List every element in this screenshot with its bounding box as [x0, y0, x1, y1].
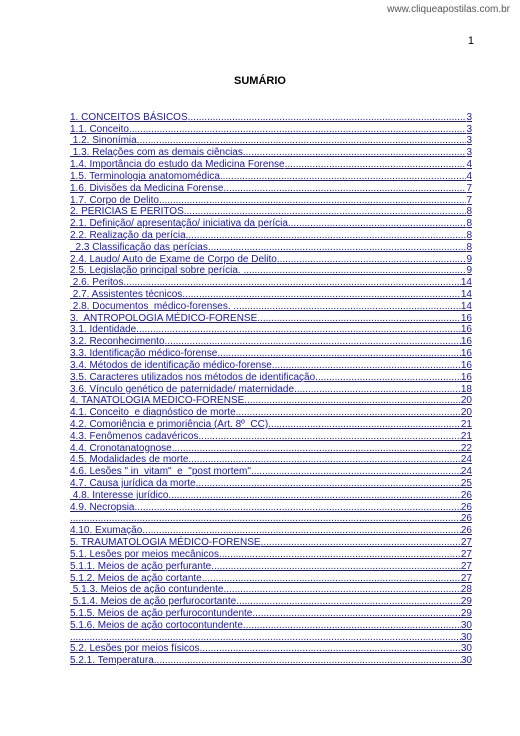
toc-entry-label: 3.6. Vínculo genético de paternidade/ maternidade — [70, 383, 295, 395]
toc-entry-page: 26 — [460, 489, 472, 501]
toc-entry-label: 5.1.4. Meios de ação perfurocortante — [70, 596, 237, 608]
toc-entry-page: 3 — [466, 123, 472, 135]
toc-entry-page: 16 — [460, 359, 472, 371]
toc-entry[interactable] — [70, 477, 472, 489]
toc-dot-leader — [186, 230, 467, 241]
toc-dot-leader — [137, 135, 467, 146]
toc-entry[interactable] — [70, 595, 472, 607]
toc-entry[interactable] — [70, 548, 472, 560]
toc-entry[interactable] — [70, 619, 472, 631]
toc-entry-label: 4.1. Conceito e diagnóstico de morte — [70, 407, 236, 419]
toc-entry-page: 25 — [460, 478, 472, 489]
toc-entry-label: 2.1. Definição/ apresentação/ iniciativa da perícia — [70, 218, 288, 230]
toc-dot-leader — [233, 301, 460, 312]
toc-entry[interactable] — [70, 194, 472, 206]
toc-entry[interactable] — [70, 607, 472, 619]
toc-dot-leader — [136, 324, 461, 335]
toc-entry[interactable] — [70, 572, 472, 584]
toc-entry-label: 4.5. Modalidades de morte — [70, 454, 189, 466]
toc-entry[interactable] — [70, 265, 472, 277]
toc-dot-leader — [268, 419, 461, 430]
toc-entry-label: 5.2. Lesões por meios físicos — [70, 643, 200, 655]
toc-dot-leader — [211, 561, 461, 572]
toc-entry[interactable] — [70, 560, 472, 572]
toc-entry[interactable] — [70, 501, 472, 513]
toc-dot-leader — [217, 348, 461, 359]
page-number: 1 — [467, 35, 474, 47]
toc-entry-label: 4.4. Cronotanatognose — [70, 442, 172, 454]
toc-entry-page: 3 — [466, 135, 472, 147]
toc-dot-leader — [188, 112, 467, 123]
toc-dot-leader — [236, 407, 461, 418]
toc-entry-page: 16 — [460, 371, 472, 383]
toc-entry-page: 18 — [460, 383, 472, 395]
toc-entry-label: 1.5. Terminologia anatomomédica — [70, 170, 220, 182]
toc-dot-leader — [243, 147, 467, 158]
toc-entry-label: 2.3 Classificação das perícias — [70, 241, 208, 253]
toc-entry-page: 28 — [460, 584, 472, 596]
toc-entry-label: 5.1.2. Meios de ação cortante — [70, 572, 202, 584]
toc-dot-leader — [243, 265, 466, 276]
toc-entry-label: 3. ANTROPOLOGIA MÉDICO-FORENSE — [70, 312, 258, 324]
toc-dot-leader — [315, 372, 461, 383]
toc-entry-page: 14 — [460, 277, 472, 289]
toc-entry-label: 4.8. Interesse jurídico — [70, 489, 169, 501]
toc-dot-leader — [172, 443, 461, 454]
toc-entry[interactable] — [70, 182, 472, 194]
toc-entry-label: 4.3. Fenômenos cadavéricos — [70, 430, 199, 442]
toc-entry-label: 4.6. Lesões " in vitam" e "post mortem" — [70, 466, 251, 478]
toc-dot-leader — [244, 395, 461, 406]
toc-entry-page: 3 — [466, 147, 472, 159]
toc-entry-label: 1.1. Conceito — [70, 123, 129, 135]
toc-dot-leader — [252, 608, 461, 619]
toc-dot-leader — [200, 643, 461, 654]
toc-entry-label: 2. PERÍCIAS E PERITOS — [70, 206, 184, 218]
toc-entry-page: 9 — [466, 265, 472, 277]
toc-entry-page: 29 — [460, 607, 472, 619]
toc-entry-label: 4.10. Exumação — [70, 525, 143, 537]
toc-entry[interactable] — [70, 418, 472, 430]
toc-entry-page: 3 — [466, 111, 472, 123]
toc-entry-page: 8 — [466, 206, 472, 218]
toc-dot-leader — [142, 525, 461, 536]
toc-entry-label: 3.3. Identificação médico-forense — [70, 348, 218, 360]
toc-dot-leader — [196, 478, 461, 489]
toc-entry-label: 1.3. Relações com as demais ciências — [70, 147, 243, 159]
toc-entry[interactable] — [70, 654, 472, 666]
toc-dot-leader — [168, 490, 460, 501]
toc-entry[interactable] — [70, 406, 472, 418]
toc-entry-page: 8 — [466, 241, 472, 253]
toc-entry[interactable] — [70, 253, 472, 265]
toc-entry[interactable] — [70, 276, 472, 288]
toc-entry[interactable] — [70, 524, 472, 536]
toc-entry-page: 16 — [460, 348, 472, 360]
toc-dot-leader — [261, 537, 461, 548]
toc-entry-label: 3.5. Caracteres utilizados nos métodos de identificação — [70, 371, 316, 383]
toc-entry-page: 14 — [460, 300, 472, 312]
toc-entry[interactable] — [70, 631, 472, 643]
toc-entry[interactable] — [70, 383, 472, 395]
toc-entry-label: 4.9. Necropsia — [70, 501, 135, 513]
toc-entry-page: 26 — [460, 525, 472, 537]
toc-entry-page: 26 — [460, 513, 472, 525]
toc-entry-label: 5. TRAUMATOLOGIA MÉDICO-FORENSE — [70, 537, 261, 549]
toc-entry-page: 7 — [466, 194, 472, 206]
toc-entry-page: 30 — [460, 619, 472, 631]
toc-dot-leader — [70, 513, 461, 524]
toc-entry-page: 4 — [466, 159, 472, 171]
toc-entry-label: 2.5. Legislação principal sobre perícia. — [70, 265, 244, 277]
toc-entry[interactable] — [70, 158, 472, 170]
toc-entry[interactable] — [70, 536, 472, 548]
toc-dot-leader — [154, 655, 461, 666]
toc-entry-page: 27 — [460, 560, 472, 572]
toc-dot-leader — [236, 596, 461, 607]
toc-dot-leader — [288, 218, 467, 229]
toc-dot-leader — [243, 620, 461, 631]
toc-entry-page: 4 — [466, 170, 472, 182]
toc-entry[interactable] — [70, 395, 472, 407]
toc-entry-label: 3.1. Identidade — [70, 324, 137, 336]
toc-entry-label: 2.2. Realização da perícia — [70, 229, 186, 241]
toc-entry-page: 20 — [460, 407, 472, 419]
toc-entry-page: 27 — [460, 537, 472, 549]
toc-entry[interactable] — [70, 241, 472, 253]
toc-entry[interactable] — [70, 454, 472, 466]
toc-entry-label: 5.1.1. Meios de ação perfurante — [70, 560, 212, 572]
toc-entry-label: 2.8. Documentos médico-forenses. — [70, 300, 234, 312]
toc-entry-page: 16 — [460, 336, 472, 348]
toc-entry-page: 8 — [466, 218, 472, 230]
toc-entry-page: 30 — [460, 643, 472, 655]
toc-entry[interactable] — [70, 359, 472, 371]
toc-dot-leader — [159, 195, 466, 206]
toc-entry-label: 2.7. Assistentes técnicos — [70, 289, 183, 300]
toc-entry-label: 1.2. Sinonímia — [70, 135, 137, 147]
toc-dot-leader — [257, 313, 461, 324]
toc-entry[interactable] — [70, 643, 472, 655]
toc-entry[interactable] — [70, 217, 472, 229]
toc-entry-label: 1. CONCEITOS BÁSICOS — [70, 111, 188, 123]
toc-entry-page: 30 — [460, 631, 472, 643]
toc-entry-page: 16 — [460, 324, 472, 336]
toc-entry-label: 2.6. Peritos — [70, 277, 124, 289]
toc-entry[interactable] — [70, 430, 472, 442]
toc-entry-page: 26 — [460, 501, 472, 513]
toc-dot-leader — [182, 289, 461, 300]
toc-entry[interactable] — [70, 135, 472, 147]
toc-entry[interactable] — [70, 111, 472, 123]
toc-entry-page: 7 — [466, 182, 472, 194]
toc-entry-page: 24 — [460, 454, 472, 466]
toc-dot-leader — [188, 454, 460, 465]
toc-dot-leader — [251, 466, 461, 477]
toc-entry[interactable] — [70, 229, 472, 241]
toc-entry-label: 4.7. Causa jurídica da morte — [70, 478, 196, 489]
toc-entry[interactable] — [70, 123, 472, 135]
toc-entry-label: 5.1. Lesões por meios mecânicos — [70, 548, 219, 560]
toc-dot-leader — [223, 183, 466, 194]
toc-entry-label: 5.2.1. Temperatura — [70, 655, 154, 667]
toc-entry[interactable] — [70, 347, 472, 359]
toc-entry-label: 5.1.5. Meios de ação perfurocontundente — [70, 607, 253, 619]
toc-entry-label: 1.4. Importância do estudo da Medicina Forense — [70, 159, 285, 171]
toc-dot-leader — [184, 206, 467, 217]
toc-entry-label: 2.4. Laudo/ Auto de Exame de Corpo de Delito — [70, 253, 277, 265]
toc-entry[interactable] — [70, 465, 472, 477]
toc-entry-label: 5.1.3. Meios de ação contundente — [70, 584, 224, 596]
toc-dot-leader — [223, 584, 460, 595]
toc-entry-label: 5.1.6. Meios de ação cortocontundente — [70, 619, 243, 631]
toc-entry[interactable] — [70, 371, 472, 383]
site-url: www.cliqueapostilas.com.br — [387, 4, 510, 15]
toc-entry[interactable] — [70, 206, 472, 218]
toc-entry[interactable] — [70, 170, 472, 182]
toc-entry-label: 3.2. Reconhecimento — [70, 336, 165, 348]
toc-dot-leader — [70, 632, 461, 643]
toc-entry[interactable] — [70, 513, 472, 525]
toc-dot-leader — [165, 336, 461, 347]
toc-entry-page: 29 — [460, 596, 472, 608]
toc-entry-page: 22 — [460, 442, 472, 454]
toc-entry[interactable] — [70, 146, 472, 158]
toc-dot-leader — [219, 549, 461, 560]
toc-entry[interactable] — [70, 584, 472, 596]
toc-entry-page: 30 — [460, 655, 472, 667]
toc-dot-leader — [294, 384, 461, 395]
toc-dot-leader — [123, 277, 461, 288]
toc-dot-leader — [285, 159, 467, 170]
toc-entry-label: 4.2. Comoriência e primoriência (Art. 8º CC) — [70, 418, 269, 430]
toc-entry-page: 21 — [460, 430, 472, 442]
toc-entry-page: 21 — [460, 418, 472, 430]
toc-entry-label: 3.4. Métodos de identificação médico-forense — [70, 359, 272, 371]
toc-entry-page: 9 — [466, 253, 472, 265]
toc-dot-leader — [208, 242, 467, 253]
toc-entry-label: 1.7. Corpo de Delito — [70, 194, 159, 206]
toc-entry-page: 27 — [460, 572, 472, 584]
toc-entry[interactable] — [70, 489, 472, 501]
toc-entry-page: 14 — [460, 289, 472, 300]
toc-entry-page: 24 — [460, 466, 472, 478]
toc-entry[interactable] — [70, 324, 472, 336]
table-of-contents — [70, 111, 472, 666]
toc-entry[interactable] — [70, 335, 472, 347]
toc-dot-leader — [134, 502, 460, 513]
toc-entry-label: 1.6. Divisões da Medicina Forense — [70, 182, 224, 194]
toc-entry-page: 8 — [466, 229, 472, 241]
document-title: SUMÁRIO — [234, 75, 286, 87]
toc-entry[interactable] — [70, 442, 472, 454]
toc-entry-page: 20 — [460, 395, 472, 407]
toc-dot-leader — [202, 573, 461, 584]
toc-dot-leader — [198, 431, 460, 442]
toc-dot-leader — [220, 171, 467, 182]
toc-dot-leader — [272, 360, 461, 371]
toc-entry[interactable] — [70, 312, 472, 324]
toc-entry[interactable] — [70, 288, 472, 300]
toc-dot-leader — [277, 254, 467, 265]
toc-entry-page: 16 — [460, 312, 472, 324]
toc-entry-page: 27 — [460, 548, 472, 560]
toc-entry-label: 4. TANATOLOGIA MÉDICO-FORENSE — [70, 395, 245, 407]
toc-entry[interactable] — [70, 300, 472, 312]
toc-dot-leader — [129, 124, 467, 135]
